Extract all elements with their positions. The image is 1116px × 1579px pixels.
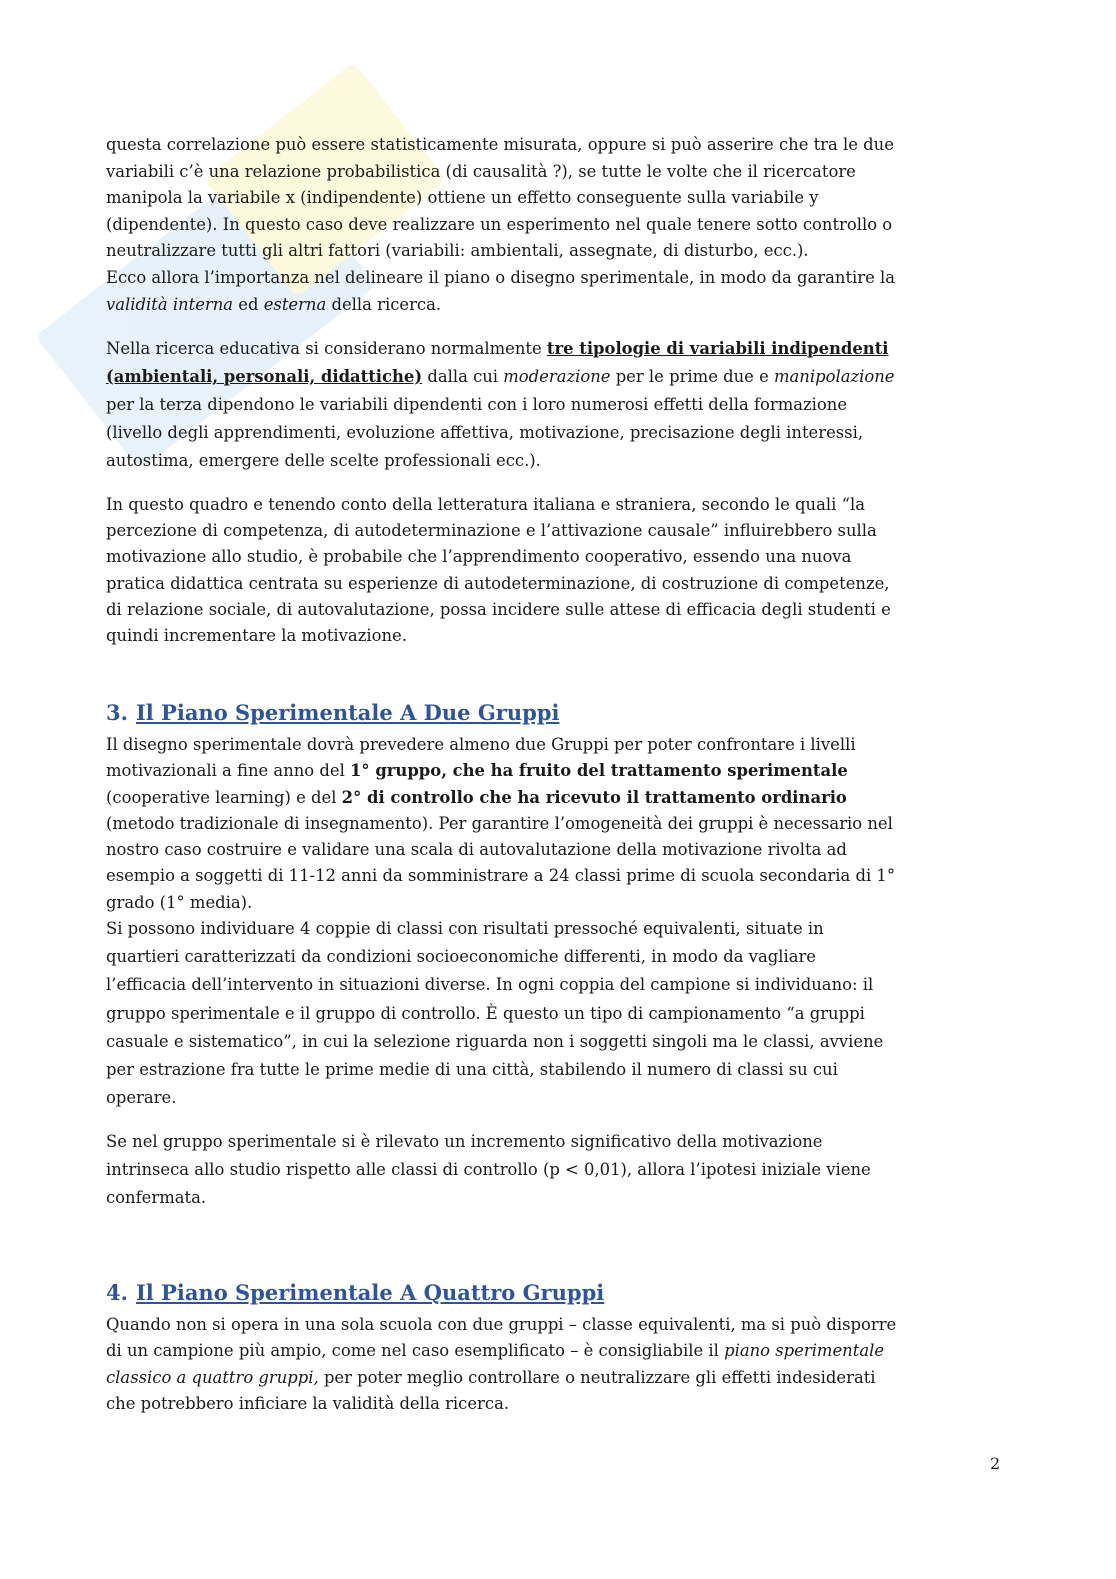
text-run: operare. bbox=[106, 1088, 177, 1108]
text-run: di relazione sociale, di autovalutazione, possa incidere sulle attese di efficacia degli studenti e bbox=[106, 599, 891, 619]
italic-text: manipolazione bbox=[773, 367, 895, 386]
text-line bbox=[106, 292, 895, 319]
text-run: intrinseca allo studio rispetto alle classi di controllo (p < 0,01), allora l’ipotesi iniziale viene bbox=[106, 1160, 871, 1179]
paragraph-variables-relation bbox=[106, 132, 895, 318]
text-line bbox=[106, 492, 891, 518]
text-run: percezione di competenza, di autodeterminazione e l’attivazione causale” influirebbero sulla bbox=[106, 521, 877, 541]
paragraph-hypothesis bbox=[106, 1128, 871, 1212]
text-run: (dipendente). In questo caso deve realizzare un esperimento nel quale tenere sotto controllo o bbox=[106, 214, 893, 234]
text-line bbox=[106, 732, 895, 758]
paragraph-sampling bbox=[106, 915, 883, 1112]
paragraph-four-groups bbox=[106, 1312, 896, 1417]
heading-number: 4. bbox=[106, 1280, 128, 1305]
text-run: Se nel gruppo sperimentale si è rilevato un incremento significativo della motivazione bbox=[106, 1132, 823, 1151]
text-line bbox=[106, 863, 895, 889]
text-line bbox=[106, 597, 891, 623]
page-number: 2 bbox=[990, 1454, 1001, 1473]
text-run: esempio a soggetti di 11-12 anni da somministrare a 24 classi prime di scuola secondaria di 1° bbox=[106, 866, 896, 886]
text-line bbox=[106, 915, 883, 943]
text-run: l’efficacia dell’intervento in situazioni diverse. In ogni coppia del campione si individuano: il bbox=[106, 975, 874, 995]
text-run: Nella ricerca educativa si considerano normalmente bbox=[106, 339, 547, 358]
text-run: In questo quadro e tenendo conto della letteratura italiana e straniera, secondo le quali “la bbox=[106, 495, 865, 514]
paragraph-two-groups-design bbox=[106, 732, 895, 916]
text-run: Il disegno sperimentale dovrà prevedere almeno due Gruppi per poter confrontare i livelli bbox=[106, 735, 856, 754]
text-line bbox=[106, 1084, 883, 1112]
text-line bbox=[106, 890, 895, 916]
text-line bbox=[106, 758, 895, 784]
text-line bbox=[106, 391, 894, 419]
text-run: della ricerca. bbox=[326, 294, 442, 314]
text-run: grado (1° media). bbox=[106, 892, 253, 912]
text-run: Si possono individuare 4 coppie di classi con risultati pressoché equivalenti, situate in bbox=[106, 919, 824, 938]
text-run: (cooperative learning) e del bbox=[106, 787, 342, 807]
text-line bbox=[106, 623, 891, 649]
text-run: per poter meglio controllare o neutralizzare gli effetti indesiderati bbox=[318, 1367, 876, 1387]
text-run: Quando non si opera in una sola scuola con due gruppi – classe equivalenti, ma si può disporre bbox=[106, 1315, 897, 1334]
text-line bbox=[106, 1000, 883, 1028]
emphasis-text: (ambientali, personali, didattiche) bbox=[106, 367, 423, 386]
text-line bbox=[106, 544, 891, 570]
text-run: Ecco allora l’importanza nel delineare il piano o disegno sperimentale, in modo da garantire la bbox=[106, 267, 896, 287]
text-run: casuale e sistematico”, in cui la selezione riguarda non i soggetti singoli ma le classi, avviene bbox=[106, 1031, 884, 1051]
text-line bbox=[106, 212, 895, 239]
text-run: per estrazione fra tutte le prime medie di una città, stabilendo il numero di classi su cui bbox=[106, 1059, 838, 1079]
text-line bbox=[106, 185, 895, 212]
text-run: che potrebbero inficiare la validità della ricerca. bbox=[106, 1393, 510, 1413]
text-line bbox=[106, 1028, 883, 1056]
text-line bbox=[106, 1312, 896, 1338]
text-line bbox=[106, 1391, 896, 1417]
text-run: neutralizzare tutti gli altri fattori (variabili: ambientali, assegnate, di disturbo, ecc.). bbox=[106, 241, 809, 261]
text-run: quindi incrementare la motivazione. bbox=[106, 625, 407, 645]
text-line bbox=[106, 571, 891, 597]
text-run: (livello degli apprendimenti, evoluzione affettiva, motivazione, precisazione degli interessi, bbox=[106, 423, 864, 442]
text-line bbox=[106, 1156, 871, 1184]
text-run: dalla cui bbox=[422, 367, 504, 386]
text-line bbox=[106, 943, 883, 971]
text-line bbox=[106, 518, 891, 544]
text-line bbox=[106, 1338, 896, 1364]
heading-title: Il Piano Sperimentale A Quattro Gruppi bbox=[135, 1280, 605, 1305]
text-line bbox=[106, 1128, 871, 1156]
text-line bbox=[106, 785, 895, 811]
text-run: variabili c’è una relazione probabilistica (di causalità ?), se tutte le volte che il ricercatore bbox=[106, 161, 856, 181]
text-run: confermata. bbox=[106, 1188, 207, 1207]
bold-text: 1° gruppo, che ha fruito del trattamento sperimentale bbox=[350, 761, 848, 781]
text-run: quartieri caratterizzati da condizioni socioeconomiche differenti, in modo da vagliare bbox=[106, 947, 816, 967]
text-run: pratica didattica centrata su esperienze di autodeterminazione, di costruzione di competenze, bbox=[106, 573, 890, 593]
text-line bbox=[106, 335, 894, 363]
text-line bbox=[106, 132, 895, 159]
italic-text: piano sperimentale bbox=[724, 1341, 885, 1361]
bold-text: 2° di controllo che ha ricevuto il trattamento ordinario bbox=[341, 787, 847, 807]
text-run: gruppo sperimentale e il gruppo di controllo. È questo un tipo di campionamento “a gruppi bbox=[106, 1003, 865, 1023]
section-heading-4 bbox=[106, 1280, 604, 1305]
text-run: autostima, emergere delle scelte professionali ecc.). bbox=[106, 451, 541, 470]
text-line bbox=[106, 837, 895, 863]
text-run: di un campione più ampio, come nel caso esemplificato – è consigliabile il bbox=[106, 1341, 725, 1361]
text-run: per le prime due e bbox=[610, 367, 774, 386]
text-line bbox=[106, 238, 895, 265]
text-run: questa correlazione può essere statisticamente misurata, oppure si può asserire che tra le due bbox=[106, 135, 894, 154]
text-line bbox=[106, 159, 895, 186]
italic-text: validità interna bbox=[106, 294, 234, 314]
text-line bbox=[106, 1056, 883, 1084]
text-run: per la terza dipendono le variabili dipendenti con i loro numerosi effetti della formazione bbox=[106, 395, 848, 414]
text-run: ed bbox=[233, 294, 264, 314]
text-line bbox=[106, 811, 895, 837]
text-line bbox=[106, 1365, 896, 1391]
italic-text: classico a quattro gruppi, bbox=[106, 1367, 319, 1387]
text-line bbox=[106, 265, 895, 292]
emphasis-text: tre tipologie di variabili indipendenti bbox=[546, 339, 889, 358]
text-run: manipola la variabile x (indipendente) ottiene un effetto conseguente sulla variabile y bbox=[106, 188, 819, 208]
text-run: (metodo tradizionale di insegnamento). Per garantire l’omogeneità dei gruppi è necessario nel bbox=[106, 813, 893, 833]
italic-text: esterna bbox=[263, 294, 327, 314]
heading-number: 3. bbox=[106, 700, 128, 725]
text-line bbox=[106, 971, 883, 999]
italic-text: moderazione bbox=[503, 367, 611, 386]
text-line bbox=[106, 447, 894, 475]
text-run: nostro caso costruire e validare una scala di autovalutazione della motivazione rivolta ad bbox=[106, 840, 847, 860]
heading-title: Il Piano Sperimentale A Due Gruppi bbox=[135, 700, 560, 725]
text-run: motivazionali a fine anno del bbox=[106, 761, 351, 781]
section-heading-3 bbox=[106, 700, 559, 725]
paragraph-independent-variables bbox=[106, 335, 894, 475]
text-line bbox=[106, 363, 894, 391]
text-line bbox=[106, 1184, 871, 1212]
text-run: motivazione allo studio, è probabile che l’apprendimento cooperativo, essendo una nuova bbox=[106, 547, 852, 567]
paragraph-literature bbox=[106, 492, 891, 649]
text-line bbox=[106, 419, 894, 447]
